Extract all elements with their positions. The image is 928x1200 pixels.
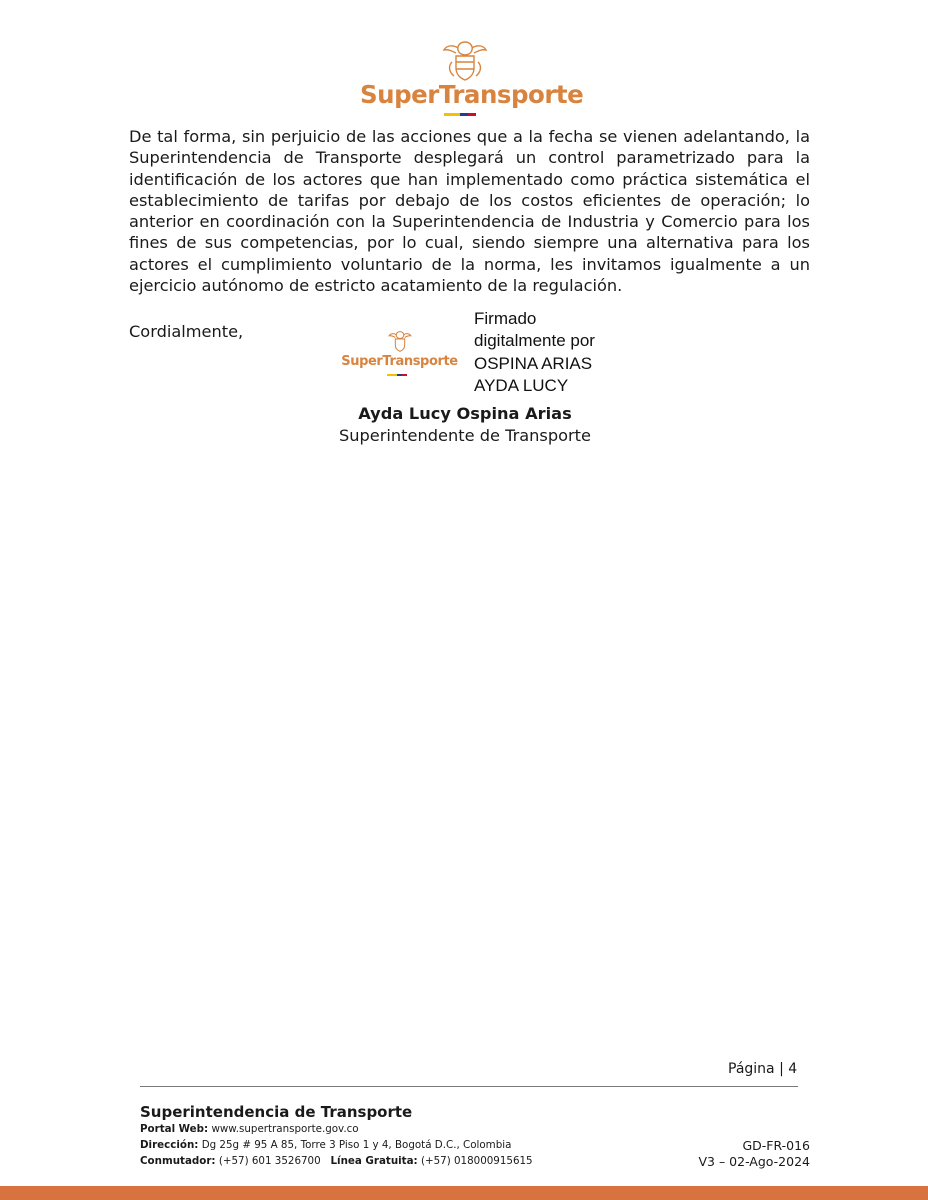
footer-organization: Superintendencia de Transporte [140,1103,413,1121]
address-value: Dg 25g # 95 A 85, Torre 3 Piso 1 y 4, Bogotá D.C., Colombia [201,1139,512,1151]
flag-stripe-yellow [444,113,460,116]
supertransporte-logo [360,38,584,118]
digital-signature-text [474,308,634,397]
coat-of-arms-icon [387,328,413,354]
signer-name: Ayda Lucy Ospina Arias [358,404,572,423]
digital-signature-line: OSPINA ARIAS [474,353,593,373]
toll-free-value: (+57) 018000915615 [420,1155,533,1167]
address-label: Dirección: [140,1139,199,1151]
portal-label: Portal Web: [140,1123,209,1135]
digital-signature-line: digitalmente por [474,331,595,351]
footer-portal [140,1123,359,1135]
closing-salutation: Cordialmente, [129,322,244,341]
digital-signature-line: AYDA LUCY [474,375,569,395]
toll-free-label: Línea Gratuita: [330,1155,418,1167]
flag-stripe-blue [460,113,468,116]
portal-link[interactable]: www.supertransporte.gov.co [211,1123,359,1135]
stamp-stripe-yellow [387,374,397,376]
footer-divider [140,1086,798,1087]
footer-color-band [0,1186,928,1200]
switchboard-label: Conmutador: [140,1155,216,1167]
footer-phones [140,1155,533,1167]
digital-signature-line: Firmado [474,309,537,328]
switchboard-value: (+57) 601 3526700 [218,1155,321,1167]
stamp-stripe-red [402,374,407,376]
logo-wordmark: SuperTransporte [360,80,584,109]
page-number: Página | 4 [728,1061,798,1077]
stamp-wordmark: SuperTransporte [341,354,458,369]
signature-stamp [337,324,462,382]
coat-of-arms-icon [440,38,490,82]
footer-address [140,1139,511,1151]
document-code: GD-FR-016 [742,1138,810,1153]
body-paragraph: De tal forma, sin perjuicio de las acciones que a la fecha se vienen adelantando, la Superintendencia de Transporte desplegará un control parametrizado para la identificación de los actores que han implementado como práctica sistemática el establecimiento de tarifas por debajo de los costos eficientes de operación; lo anterior en coordinación con la Superintendencia de Industria y Comercio para los fines de sus competencias, por lo cual, siendo siempre una alternativa para los actores el cumplimiento voluntario de la norma, les invitamos igualmente a un ejercicio autónomo de estricto acatamiento de la regulación. [129,127,810,296]
document-version: V3 – 02-Ago-2024 [698,1154,810,1169]
flag-stripe-red [468,113,476,116]
signer-title: Superintendente de Transporte [339,426,591,445]
